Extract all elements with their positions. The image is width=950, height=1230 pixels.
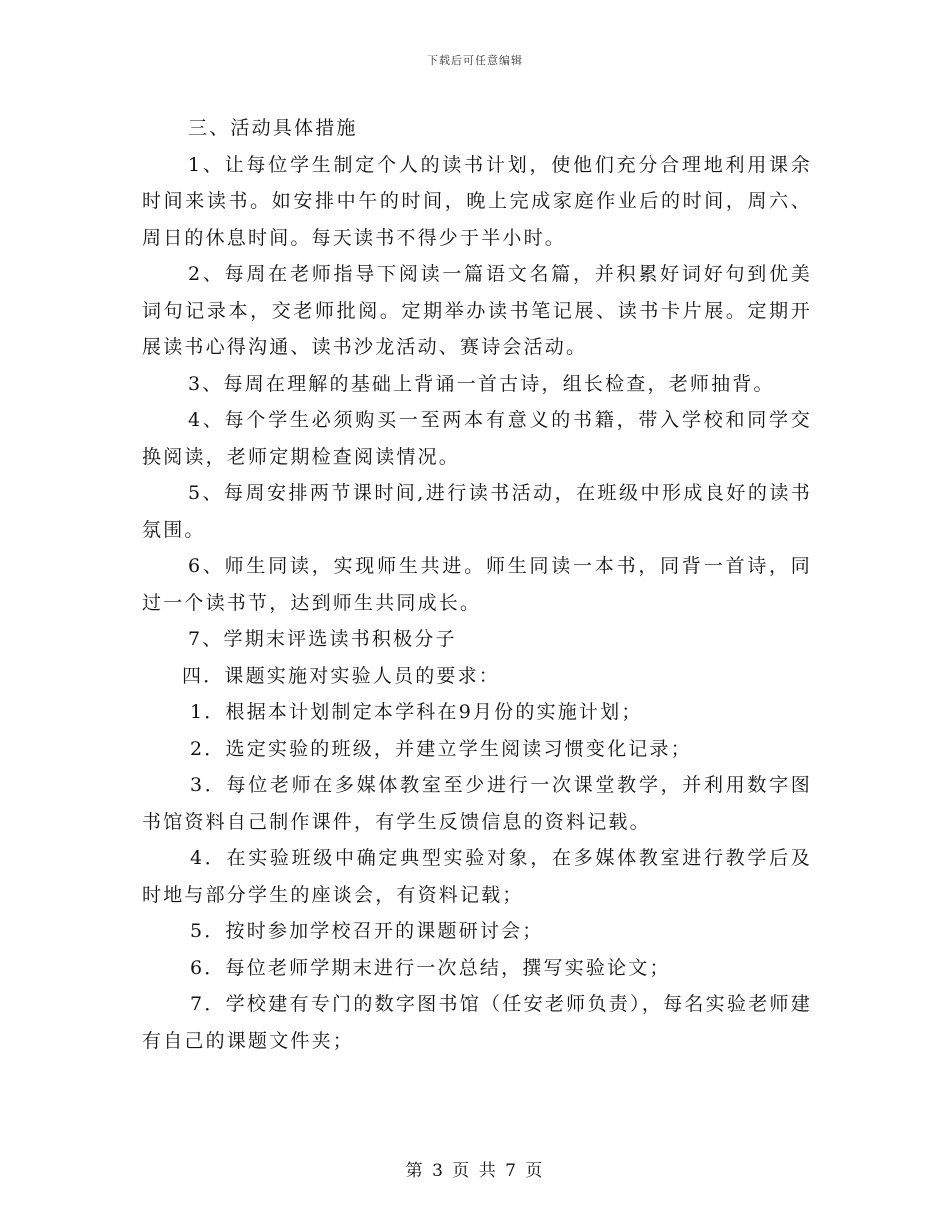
- paragraph-measure-2: 2、每周在老师指导下阅读一篇语文名篇，并积累好词好句到优美词句记录本，交老师批阅。定期举办读书笔记展、读书卡片展。定期开展读书心得沟通、读书沙龙活动、赛诗会活动。: [142, 263, 812, 358]
- requirement-item-3: 3．每位老师在多媒体教室至少进行一次课堂教学，并利用数字图书馆资料自己制作课件，有学生反馈信息的资料记载。: [142, 774, 812, 833]
- requirement-item-1: 1．根据本计划制定本学科在9月份的实施计划；: [190, 701, 643, 723]
- document-body: [142, 110, 812, 1059]
- requirement-item-7: 7．学校建有专门的数字图书馆（任安老师负责），每名实验老师建有自己的课题文件夹；: [142, 993, 812, 1052]
- paragraph-measure-3: 3、每周在理解的基础上背诵一首古诗，组长检查，老师抽背。: [188, 372, 775, 395]
- paragraph-measure-7: 7、学期末评选读书积极分子: [188, 628, 457, 650]
- paragraph-measure-4: 4、每个学生必须购买一至两本有意义的书籍，带入学校和同学交换阅读，老师定期检查阅读情况。: [142, 409, 812, 468]
- requirement-item-6: 6．每位老师学期末进行一次总结，撰写实验论文；: [190, 956, 671, 979]
- section-heading-3: 三、活动具体措施: [188, 117, 358, 139]
- paragraph-measure-5: 5、每周安排两节课时间,进行读书活动，在班级中形成良好的读书氛围。: [142, 482, 812, 541]
- page-header: 下载后可任意编辑: [427, 54, 523, 67]
- requirement-item-4: 4．在实验班级中确定典型实验对象，在多媒体教室进行教学后及时地与部分学生的座谈会，有资料记载；: [142, 847, 812, 906]
- section-heading-4: 四．课题实施对实验人员的要求：: [182, 664, 501, 687]
- paragraph-measure-6: 6、师生同读，实现师生共进。师生同读一本书，同背一首诗，同过一个读书节，达到师生共同成长。: [142, 555, 812, 614]
- requirement-item-5: 5．按时参加学校召开的课题研讨会；: [190, 920, 544, 942]
- paragraph-measure-1: 1、让每位学生制定个人的读书计划，使他们充分合理地利用课余时间来读书。如安排中午的时间，晚上完成家庭作业后的时间，周六、周日的休息时间。每天读书不得少于半小时。: [142, 153, 812, 249]
- requirement-item-2: 2．选定实验的班级，并建立学生阅读习惯变化记录；: [190, 737, 692, 760]
- page-number-footer: 第 3 页 共 7 页: [405, 1161, 545, 1181]
